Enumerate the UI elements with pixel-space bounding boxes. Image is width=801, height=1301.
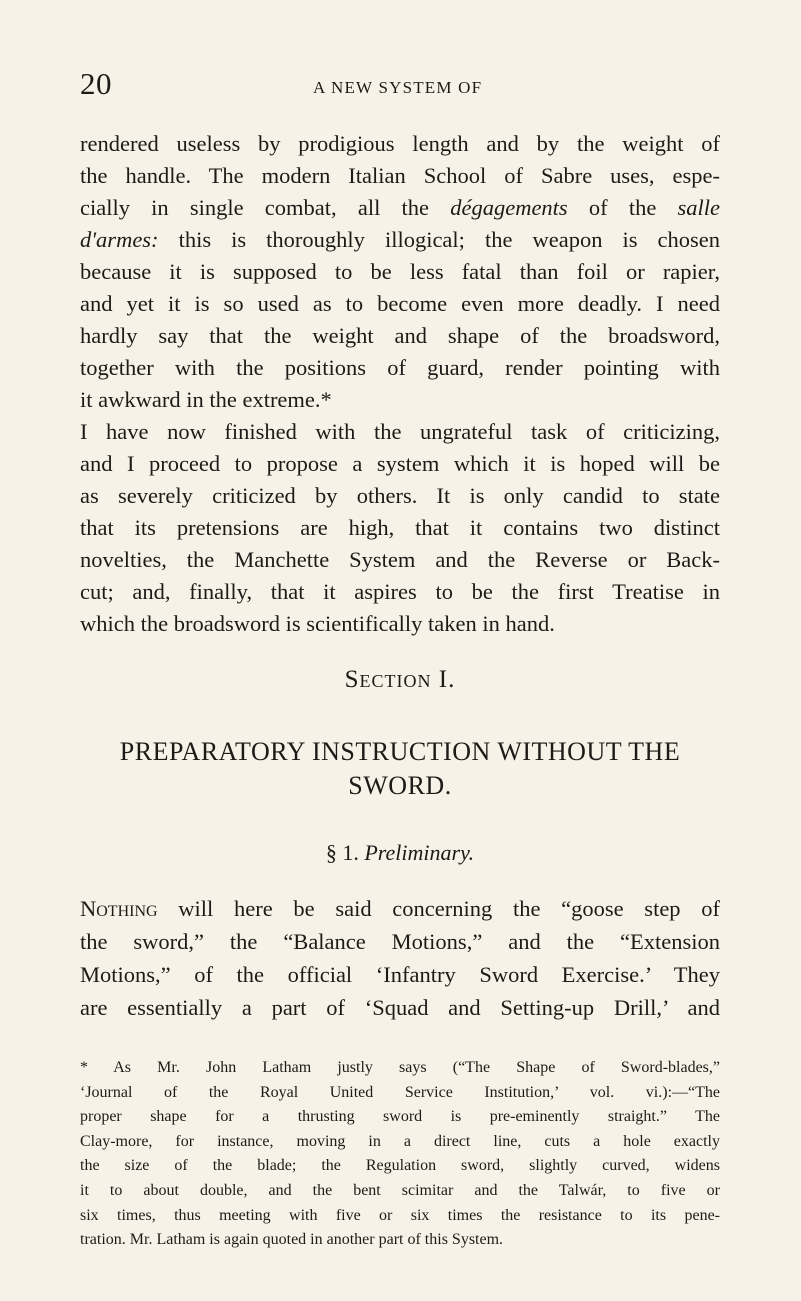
- text-line: that its pretensions are high, that it contains two distinct: [80, 515, 720, 540]
- paragraph-criticism: [80, 128, 720, 640]
- footnote-line: it to about double, and the bent scimitar and the Talwár, to five or: [80, 1181, 720, 1199]
- text-line: the sword,” the “Balance Motions,” and the “Extension: [80, 929, 720, 954]
- section-heading: Section I.: [344, 666, 456, 693]
- text-line: it awkward in the extreme.*: [80, 387, 332, 412]
- text-line: Motions,” of the official ‘Infantry Sword Exercise.’ They: [80, 962, 720, 987]
- text-line: and yet it is so used as to become even more deadly. I need: [80, 291, 720, 316]
- footnote-line: proper shape for a thrusting sword is pre-eminently straight.” The: [80, 1108, 720, 1126]
- footnote-line: the size of the blade; the Regulation sword, slightly curved, widens: [80, 1157, 720, 1175]
- text-line: as severely criticized by others. It is only candid to state: [80, 483, 720, 508]
- text-line: Nothing will here be said concerning the “goose step of: [80, 896, 720, 921]
- text-line: the handle. The modern Italian School of Sabre uses, espe-: [80, 163, 720, 188]
- footnote-line: six times, thus meeting with five or six times the resistance to its pene-: [80, 1206, 720, 1224]
- footnote-line: ‘Journal of the Royal United Service Institution,’ vol. vi.):—“The: [80, 1083, 720, 1101]
- running-head: [80, 66, 720, 100]
- subsection-number: § 1.: [325, 840, 359, 865]
- drop-word: Nothing: [80, 896, 158, 921]
- footnote: [80, 1056, 720, 1253]
- italic-term: salle: [677, 195, 721, 220]
- text-line: cially in single combat, all the dégagements of the salle: [80, 195, 721, 220]
- footnote-line: Clay-more, for instance, moving in a direct line, cuts a hole exactly: [80, 1132, 720, 1150]
- italic-term: dégagements: [450, 195, 568, 220]
- italic-term: d'armes:: [80, 227, 159, 252]
- text-line: hardly say that the weight and shape of the broadsword,: [80, 323, 720, 348]
- text-line: d'armes: this is thoroughly illogical; the weapon is chosen: [80, 227, 720, 252]
- subsection-heading: [80, 840, 720, 866]
- text-line: cut; and, finally, that it aspires to be the first Treatise in: [80, 579, 720, 604]
- text-line: which the broadsword is scientifically taken in hand.: [80, 611, 555, 636]
- subsection-title: Preliminary.: [364, 840, 475, 865]
- chapter-title-line: PREPARATORY INSTRUCTION WITHOUT THE: [119, 737, 681, 766]
- text-line: together with the positions of guard, render pointing with: [80, 355, 720, 380]
- footnote-line: * As Mr. John Latham justly says (“The Shape of Sword-blades,”: [80, 1059, 720, 1076]
- footnote-line: tration. Mr. Latham is again quoted in another part of this System.: [80, 1231, 504, 1249]
- chapter-title-line: SWORD.: [348, 771, 452, 800]
- paragraph-preliminary: [80, 892, 720, 1024]
- text-line: rendered useless by prodigious length and by the weight of: [80, 131, 720, 156]
- text-line: I have now finished with the ungrateful task of criticizing,: [80, 419, 720, 444]
- text-line: because it is supposed to be less fatal than foil or rapier,: [80, 259, 720, 284]
- text-line: novelties, the Manchette System and the Reverse or Back-: [80, 547, 720, 572]
- text-line: are essentially a part of ‘Squad and Setting-up Drill,’ and: [80, 995, 720, 1020]
- chapter-title: [80, 735, 720, 803]
- running-title: A NEW SYSTEM OF: [313, 78, 483, 97]
- text-line: and I proceed to propose a system which it is hoped will be: [80, 451, 720, 476]
- page-number: 20: [80, 66, 112, 101]
